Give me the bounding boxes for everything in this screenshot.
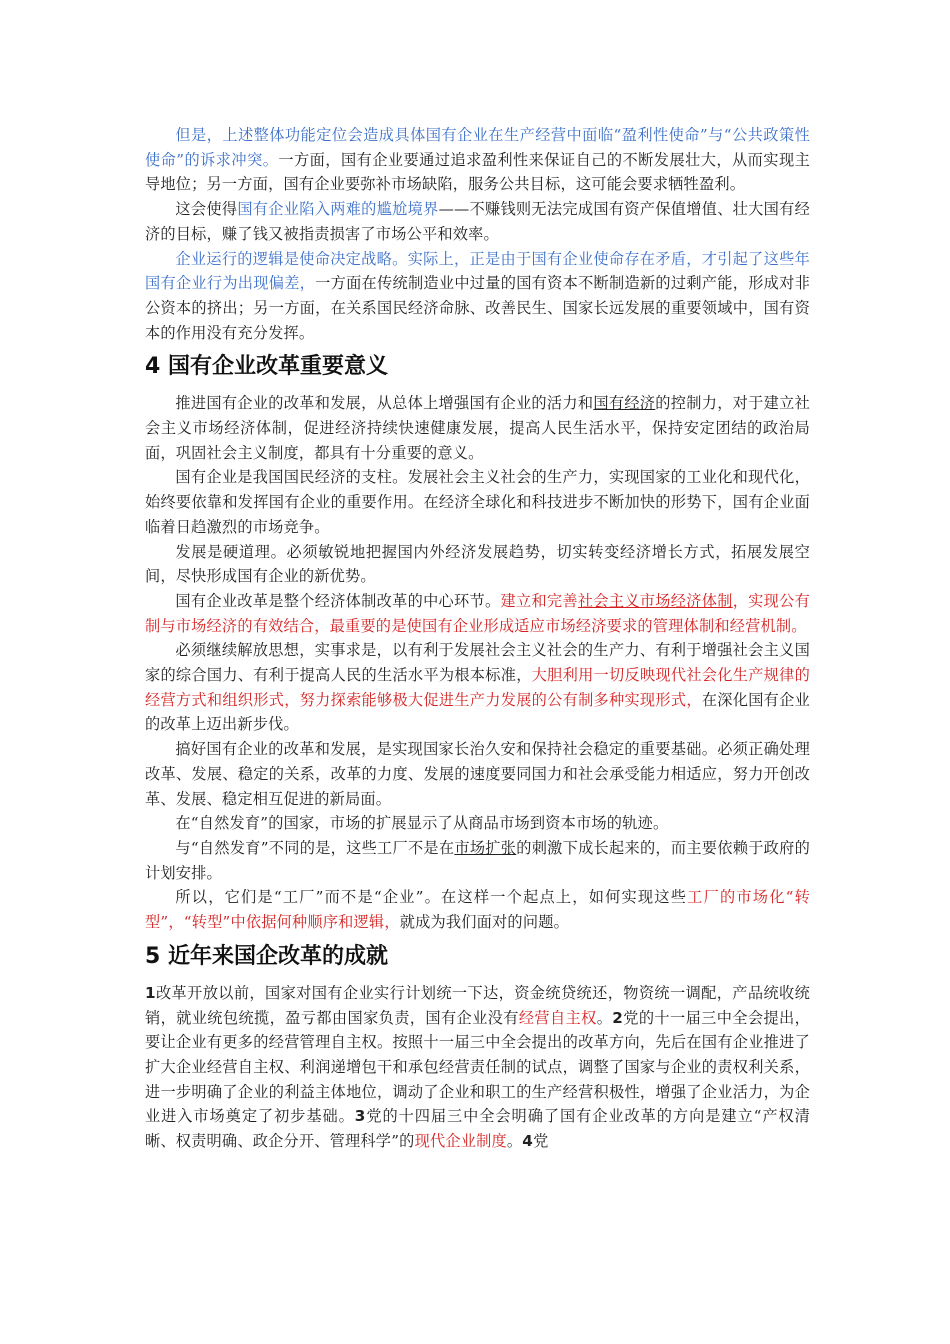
highlight-text: 国有企业陷入两难的尴尬境界 <box>237 200 439 219</box>
body-text: 党的十一届三中全会提出，要让企业有更多的经营管理自主权。按照十一届三中全会提出的改革方向，先后在国有企业推进了扩大企业经营自主权、利润递增包干和承包经营责任制的试点，调整了国家与企业的责权利关系，进一步明确了企业的利益主体地位，调动了企业和职工的生产经营积极性，增强了企业活力，为企业进入市场奠定了初步基础。 <box>145 1008 810 1126</box>
body-text: 党 <box>533 1132 549 1151</box>
body-text: 必须继续解放思想，实事求是，以有利于发展社会主义社会的生产力、有利于增强社会主义国家的综合国力、有利于提高人民的生活水平为根本标准， <box>145 641 810 685</box>
body-text: 这会使得 <box>175 200 238 219</box>
paragraph <box>145 247 810 346</box>
paragraph: 发展是硬道理。必须敏锐地把握国内外经济发展趋势，切实转变经济增长方式，拓展发展空间，尽快形成国有企业的新优势。 <box>145 542 810 586</box>
link-text[interactable]: 国有经济 <box>593 394 656 413</box>
list-number: 2 <box>612 1008 624 1027</box>
paragraph: 搞好国有企业的改革和发展，是实现国家长治久安和保持社会稳定的重要基础。必须正确处理改革、发展、稳定的关系，改革的力度、发展的速度要同国力和社会承受能力相适应，努力开创改革、发展、稳定相互促进的新局面。 <box>145 740 810 808</box>
paragraph <box>145 885 810 934</box>
highlight-text: 经营自主权 <box>518 1008 597 1027</box>
document-body <box>145 123 810 1154</box>
body-text: 改革开放以前，国家对国有企业实行计划统一下达，资金统贷统还，物资统一调配，产品统收统销，就业统包统揽，盈亏都由国家负责，国有企业没有 <box>145 983 810 1027</box>
paragraph <box>145 638 810 737</box>
link-text[interactable]: 社会主义市场经济体制 <box>577 591 733 610</box>
body-text: 在深化国有企业的改革上迈出新步伐。 <box>145 690 811 734</box>
body-text: 就成为我们面对的问题。 <box>399 913 569 932</box>
paragraph <box>145 589 810 638</box>
body-text: 所以，它们是“工厂”而不是“企业”。在这样一个起点上，如何实现这些 <box>175 888 688 907</box>
highlight-text: 工厂的市场化“转型”，“转型”中依据何种顺序和逻辑， <box>145 888 810 932</box>
list-number: 1 <box>145 983 156 1002</box>
body-text: 一方面在传统制造业中过量的国有资本不断制造新的过剩产能，形成对非公资本的挤出；另一方面，在关系国民经济命脉、改善民生、国家长远发展的重要领域中，国有资本的作用没有充分发挥。 <box>145 274 810 342</box>
body-text: 。 <box>596 1008 613 1027</box>
highlight-text: 建立和完善 <box>500 591 578 610</box>
highlight-text: 企业运行的逻辑是使命决定战略。实际上，正是由于国有企业使命存在矛盾，才引起了这些年国有企业行为出现偏差， <box>145 249 810 293</box>
highlight-text: ，实现公有制与市场经济的有效结合，最重要的是使国有企业形成适应市场经济要求的管理体制和经营机制。 <box>145 591 811 635</box>
section-heading-4: 4 国有企业改革重要意义 <box>145 354 388 380</box>
highlight-text: 现代企业制度 <box>414 1132 507 1151</box>
body-text: 国有企业改革是整个经济体制改革的中心环节。 <box>175 591 501 610</box>
section-heading-5: 5 近年来国企改革的成就 <box>145 943 388 969</box>
paragraph <box>145 836 810 885</box>
body-text: 与“自然发育”不同的是，这些工厂不是在 <box>175 838 455 857</box>
paragraph <box>145 391 810 465</box>
body-text: ——不赚钱则无法完成国有资产保值增值、壮大国有经济的目标，赚了钱又被指责损害了市场公平和效率。 <box>145 200 810 243</box>
list-number: 4 <box>522 1132 534 1151</box>
body-text: 。 <box>506 1132 523 1151</box>
list-number: 3 <box>354 1107 366 1126</box>
body-text: 的刺激下成长起来的，而主要依赖于政府的计划安排。 <box>145 838 810 882</box>
highlight-text: 大胆利用一切反映现代社会化生产规律的经营方式和组织形式，努力探索能够极大促进生产力发展的公有制多种实现形式， <box>145 666 810 709</box>
paragraph: 在“自然发育”的国家，市场的扩展显示了从商品市场到资本市场的轨迹。 <box>175 814 669 833</box>
body-text: 党的十四届三中全会明确了国有企业改革的方向是建立“产权清晰、权责明确、政企分开、管理科学”的 <box>145 1107 810 1151</box>
paragraph: 国有企业是我国国民经济的支柱。发展社会主义社会的生产力，实现国家的工业化和现代化，始终要依靠和发挥国有企业的重要作用。在经济全球化和科技进步不断加快的形势下，国有企业面临着日趋激烈的市场竞争。 <box>145 468 810 536</box>
paragraph <box>145 981 810 1154</box>
body-text: 一方面，国有企业要通过追求盈利性来保证自己的不断发展壮大，从而实现主导地位；另一方面，国有企业要弥补市场缺陷，服务公共目标，这可能会要求牺牲盈利。 <box>145 150 810 194</box>
paragraph <box>145 197 810 246</box>
body-text: 推进国有企业的改革和发展，从总体上增强国有企业的活力和 <box>175 394 594 413</box>
highlight-text: 但是，上述整体功能定位会造成具体国有企业在生产经营中面临“盈利性使命”与“公共政策性使命”的诉求冲突。 <box>145 126 810 169</box>
link-text[interactable]: 市场扩张 <box>454 838 517 857</box>
body-text: 的控制力，对于建立社会主义市场经济体制，促进经济持续快速健康发展，提高人民生活水平，保持安定团结的政治局面，巩固社会主义制度，都具有十分重要的意义。 <box>145 394 810 462</box>
paragraph <box>145 123 810 197</box>
